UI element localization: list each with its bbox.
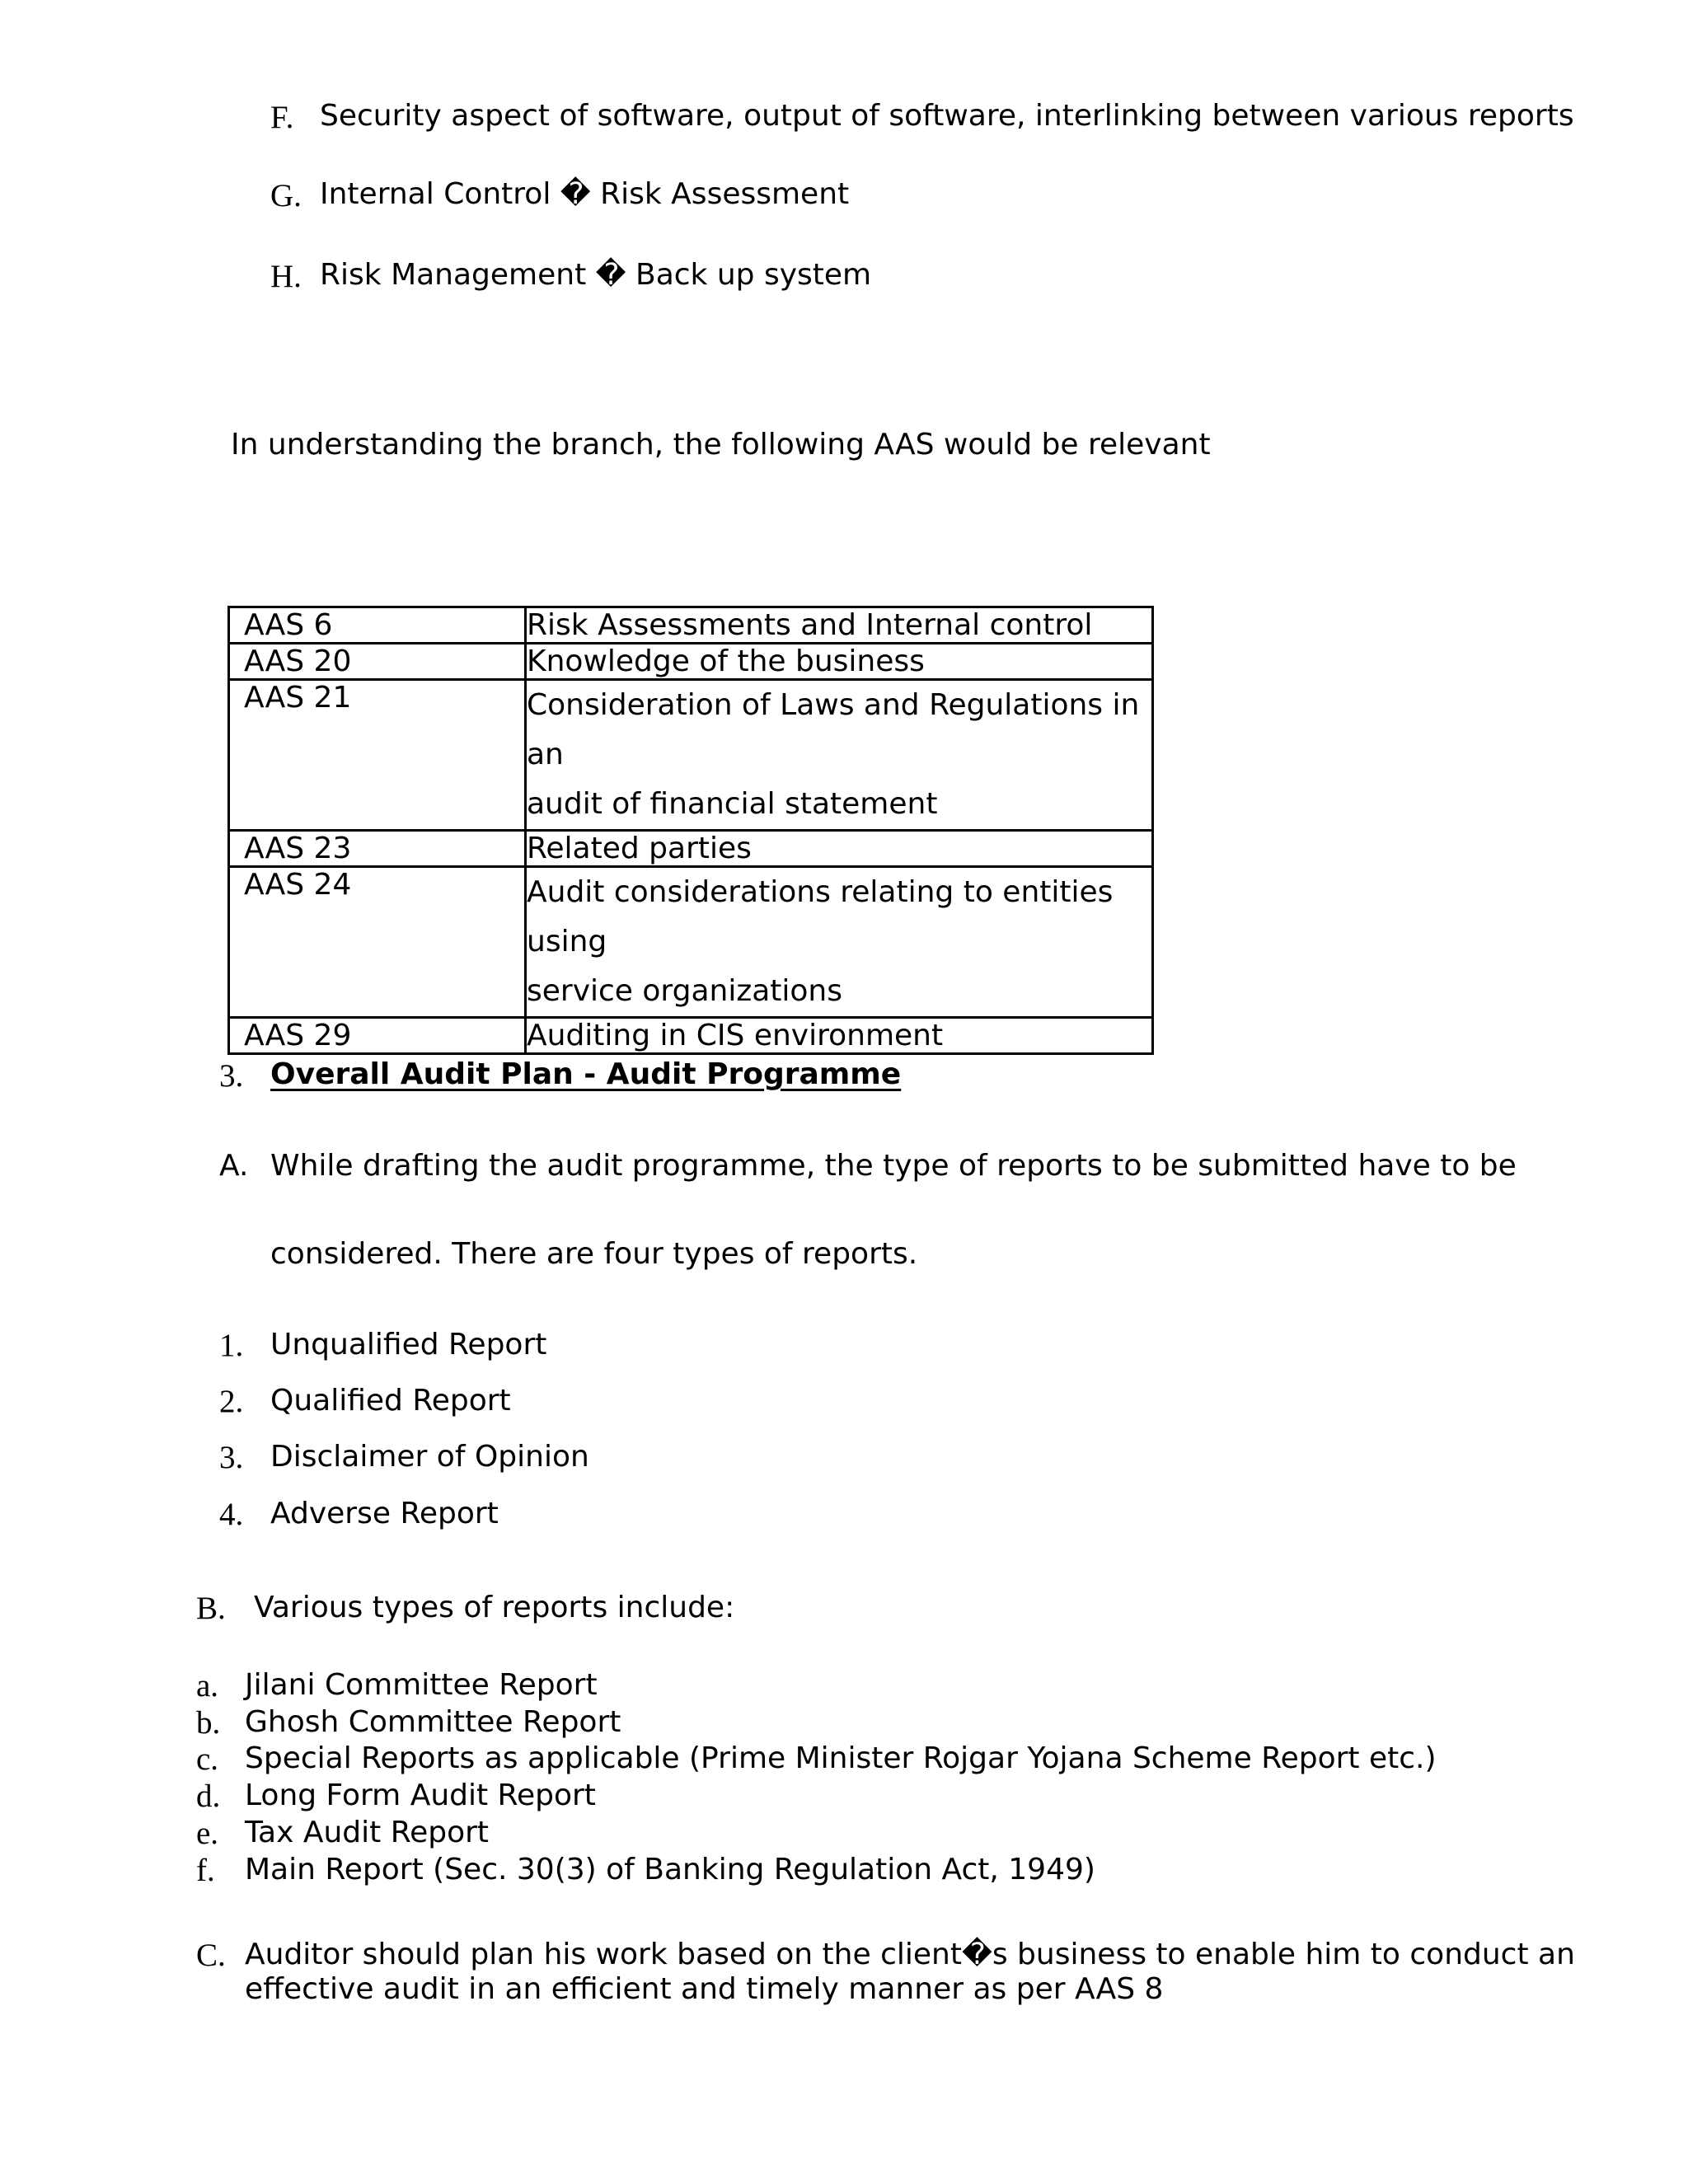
aas-code-cell: AAS 6 — [229, 607, 526, 644]
aas-code-cell: AAS 24 — [229, 867, 526, 1018]
list-marker: c. — [196, 1741, 219, 1777]
table-row — [229, 1018, 1153, 1054]
aas-description-cell — [526, 644, 1153, 680]
list-item-text: Disclaimer of Opinion — [270, 1440, 589, 1474]
aas-description-line: service organizations — [527, 974, 842, 1008]
aas-description-line: Risk Assessments and Internal control — [527, 608, 1093, 642]
list-marker: F. — [270, 100, 294, 135]
aas-code-cell: AAS 21 — [229, 680, 526, 831]
list-marker: H. — [270, 259, 302, 294]
aas-description-cell — [526, 680, 1153, 831]
aas-description-line: Auditing in CIS environment — [527, 1019, 944, 1052]
point-a-line: considered. There are four types of reports. — [270, 1237, 918, 1271]
list-marker: 3. — [219, 1440, 244, 1475]
section-number: 3. — [219, 1058, 244, 1094]
list-item-text: Risk Management � Back up system — [320, 258, 872, 292]
list-marker: 1. — [219, 1328, 244, 1363]
aas-description-cell — [526, 867, 1153, 1018]
list-item-text: Long Form Audit Report — [245, 1779, 596, 1812]
list-item-text: Jilani Committee Report — [245, 1668, 598, 1702]
aas-description-line: Knowledge of the business — [527, 644, 925, 678]
aas-description-line: audit of financial statement — [527, 787, 938, 821]
list-item-text: Security aspect of software, output of software, interlinking between various reports — [320, 99, 1574, 133]
list-marker: f. — [196, 1853, 215, 1888]
aas-description-cell — [526, 1018, 1153, 1054]
list-marker: G. — [270, 178, 302, 213]
list-marker: 2. — [219, 1384, 244, 1419]
list-item-text: Ghosh Committee Report — [245, 1705, 621, 1739]
aas-code-cell: AAS 20 — [229, 644, 526, 680]
list-marker: a. — [196, 1668, 219, 1704]
list-marker: e. — [196, 1816, 219, 1851]
list-item-text: Adverse Report — [270, 1497, 499, 1530]
aas-description-cell — [526, 607, 1153, 644]
list-item-text: Unqualified Report — [270, 1328, 547, 1361]
list-item-text: Internal Control � Risk Assessment — [320, 177, 850, 211]
aas-table — [227, 606, 1154, 1055]
point-c-marker: C. — [196, 1938, 226, 1973]
list-item-text: Tax Audit Report — [245, 1816, 490, 1849]
aas-description-line: Audit considerations relating to entities using — [527, 875, 1114, 958]
intro-paragraph: In understanding the branch, the following AAS would be relevant — [231, 428, 1211, 462]
list-marker: d. — [196, 1779, 221, 1814]
aas-description-line: Related parties — [527, 832, 752, 865]
point-b-text: Various types of reports include: — [254, 1591, 735, 1624]
point-a-line: While drafting the audit programme, the type of reports to be submitted have to be — [270, 1149, 1517, 1183]
list-item-text: Qualified Report — [270, 1384, 511, 1418]
aas-code-cell: AAS 29 — [229, 1018, 526, 1054]
aas-description-cell — [526, 831, 1153, 867]
aas-code-cell: AAS 23 — [229, 831, 526, 867]
table-row — [229, 831, 1153, 867]
point-b-marker: B. — [196, 1591, 226, 1626]
table-row — [229, 680, 1153, 831]
point-c-line: Auditor should plan his work based on the client�s business to enable him to conduct an — [245, 1938, 1575, 1971]
section-heading: Overall Audit Plan - Audit Programme — [270, 1057, 902, 1091]
table-row — [229, 644, 1153, 680]
table-row — [229, 867, 1153, 1018]
point-c-line: effective audit in an efficient and timely manner as per AAS 8 — [245, 1972, 1164, 2006]
list-marker: 4. — [219, 1497, 244, 1532]
list-item-text: Special Reports as applicable (Prime Minister Rojgar Yojana Scheme Report etc.) — [245, 1741, 1437, 1775]
table-row — [229, 607, 1153, 644]
point-a-marker: A. — [219, 1149, 249, 1183]
aas-description-line: Consideration of Laws and Regulations in an — [527, 688, 1140, 771]
list-item-text: Main Report (Sec. 30(3) of Banking Regulation Act, 1949) — [245, 1853, 1095, 1886]
list-marker: b. — [196, 1705, 221, 1741]
